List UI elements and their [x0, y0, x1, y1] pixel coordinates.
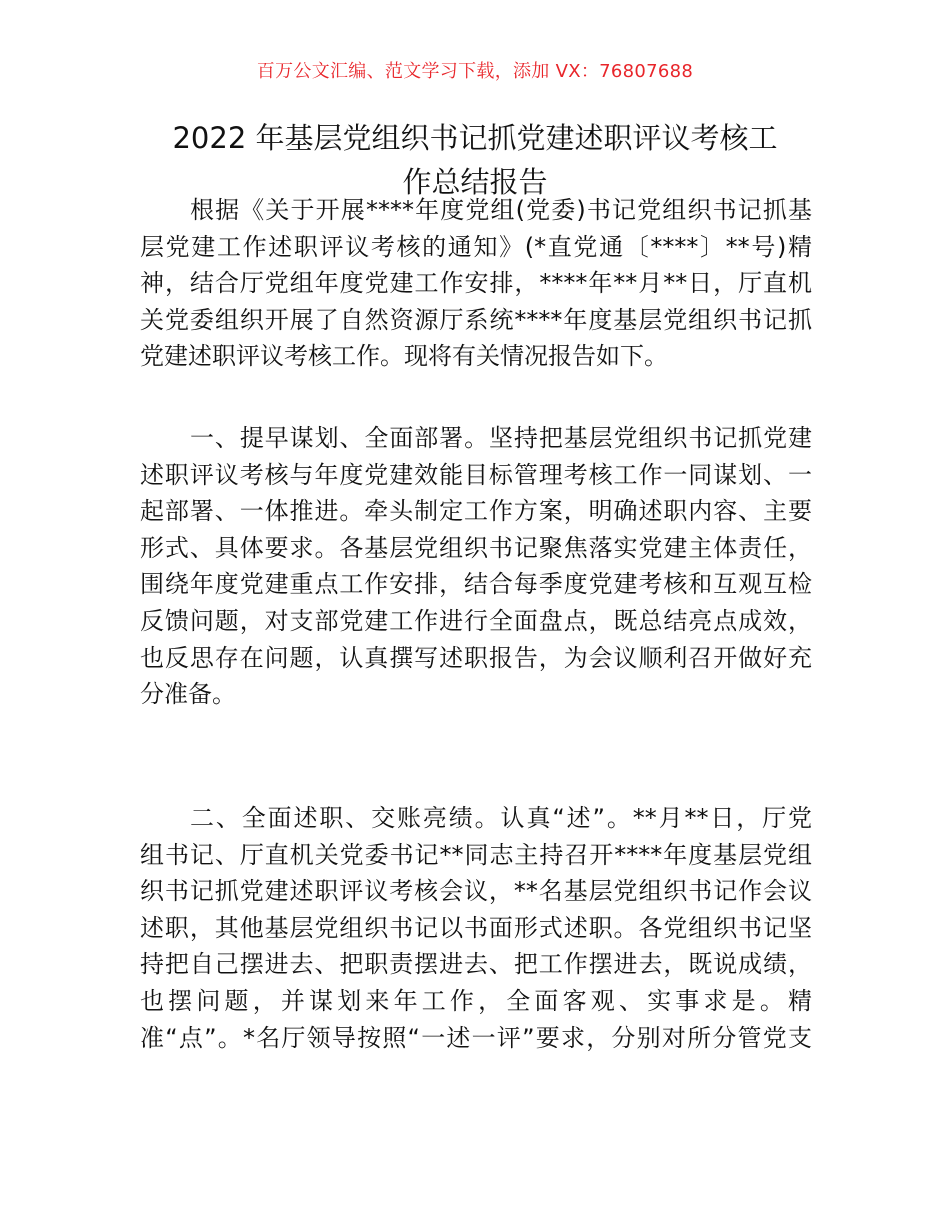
text-line: 起部署、一体推进。牵头制定工作方案，明确述职内容、主要 [140, 497, 812, 526]
text-line: 围绕年度党建重点工作安排，结合每季度党建考核和互观互检 [140, 570, 812, 599]
text-line: 织书记抓党建述职评议考核会议，**名基层党组织书记作会议 [140, 877, 812, 906]
text-line: 层党建工作述职评议考核的通知》(*直党通〔****〕**号)精 [140, 232, 812, 261]
paragraph-section-2 [140, 800, 812, 1056]
text-line: 分准备。 [140, 680, 236, 709]
text-line: 形式、具体要求。各基层党组织书记聚焦落实党建主体责任， [140, 533, 812, 562]
text-line: 组书记、厅直机关党委书记**同志主持召开****年度基层党组 [140, 840, 812, 869]
text-line: 二、全面述职、交账亮绩。认真“述”。**月**日，厅党 [190, 804, 812, 832]
document-title [120, 116, 830, 204]
text-line: 一、提早谋划、全面部署。坚持把基层党组织书记抓党建 [190, 424, 812, 452]
text-line: 也反思存在问题，认真撰写述职报告，为会议顺利召开做好充 [140, 643, 812, 672]
text-line: 述职评议考核与年度党建效能目标管理考核工作一同谋划、一 [140, 460, 812, 489]
text-line: 述职，其他基层党组织书记以书面形式述职。各党组织书记坚 [140, 913, 812, 942]
paragraph-intro [140, 192, 812, 375]
text-line: 根据《关于开展****年度党组(党委)书记党组织书记抓基 [190, 196, 812, 224]
text-line: 准“点”。*名厅领导按照“一述一评”要求，分别对所分管党支 [140, 1023, 812, 1052]
text-line: 关党委组织开展了自然资源厅系统****年度基层党组织书记抓 [140, 305, 812, 334]
text-line: 党建述职评议考核工作。现将有关情况报告如下。 [140, 342, 668, 371]
text-line: 也摆问题，并谋划来年工作，全面客观、实事求是。精 [140, 986, 812, 1015]
watermark-banner: 百万公文汇编、范文学习下载，添加 VX：76807688 [256, 61, 694, 82]
text-line: 反馈问题，对支部党建工作进行全面盘点，既总结亮点成效， [140, 606, 812, 635]
text-line: 神，结合厅党组年度党建工作安排，****年**月**日，厅直机 [140, 269, 812, 298]
paragraph-section-1 [140, 420, 812, 713]
title-line: 2022 年基层党组织书记抓党建述职评议考核工 [172, 121, 778, 155]
title-line: 作总结报告 [402, 165, 548, 199]
text-line: 持把自己摆进去、把职责摆进去、把工作摆进去，既说成绩， [140, 950, 812, 979]
